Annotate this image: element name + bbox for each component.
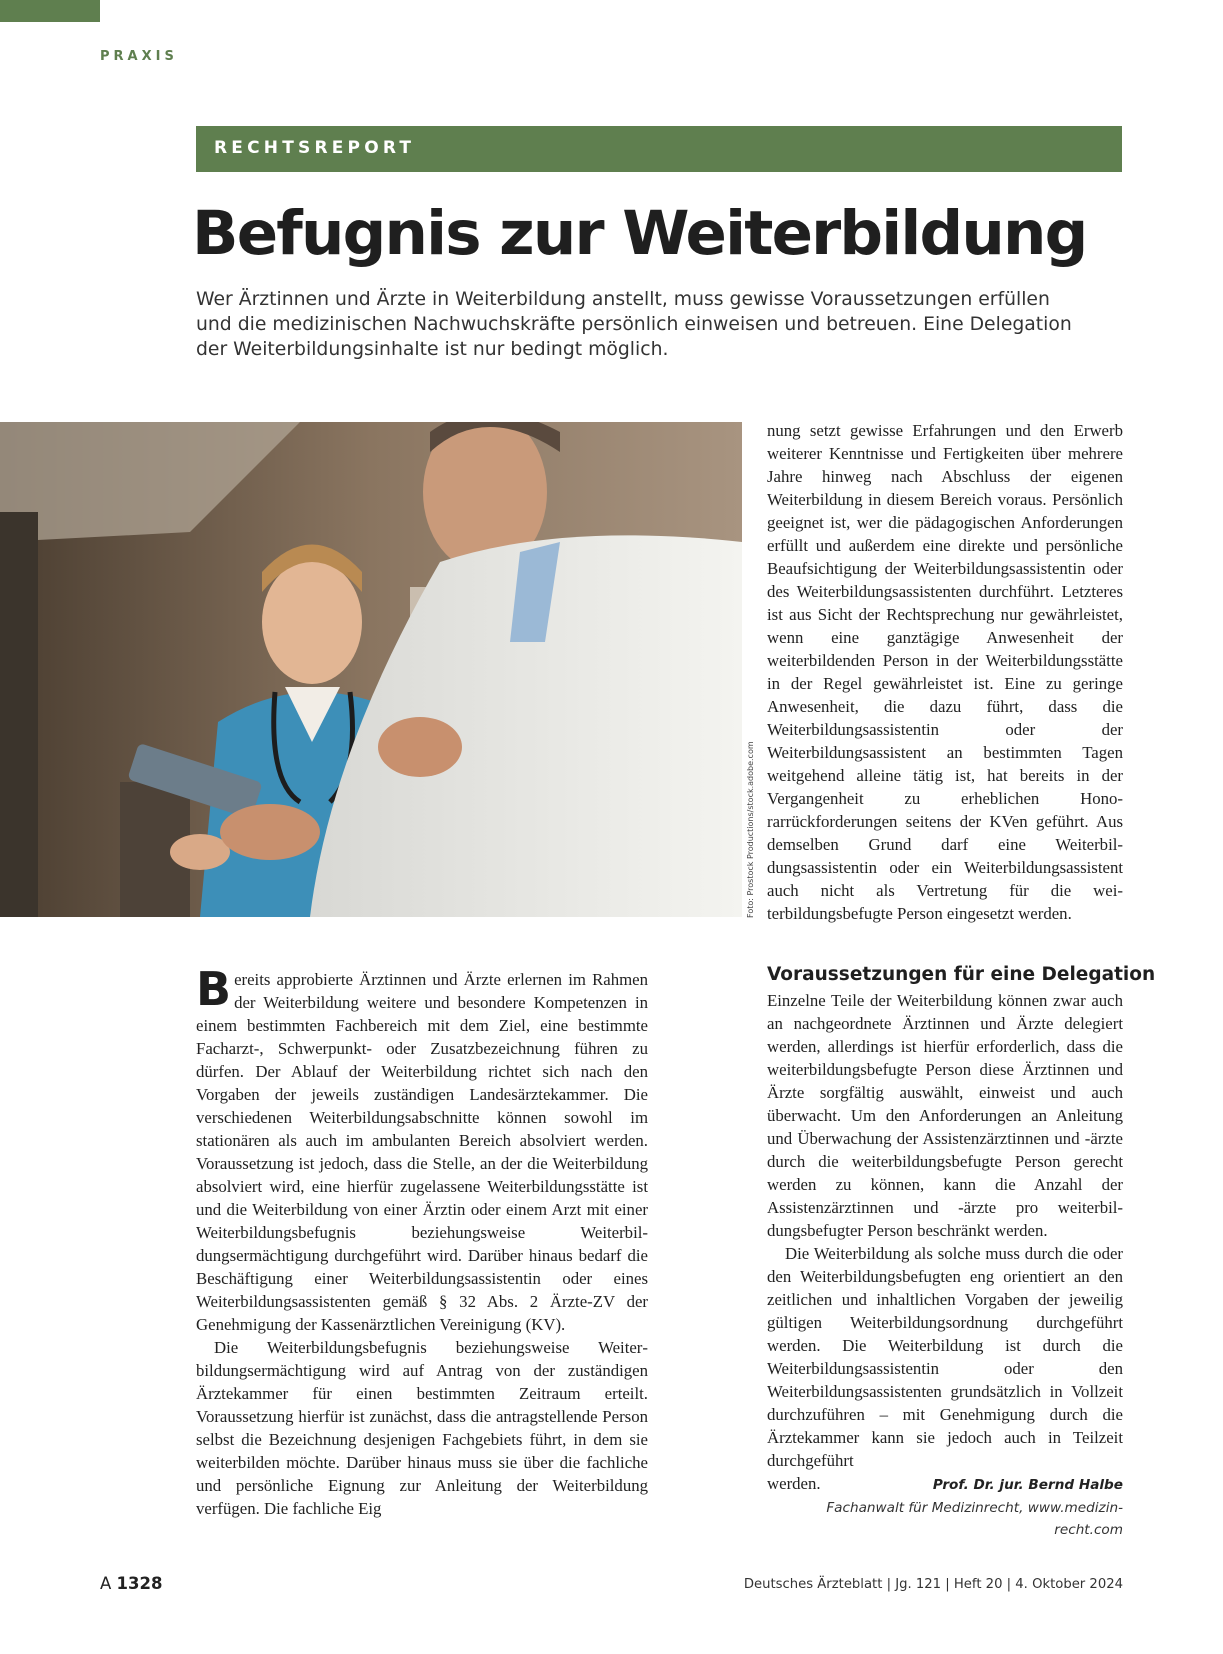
paragraph-1 bbox=[196, 962, 648, 1336]
corner-accent-bar bbox=[0, 0, 100, 22]
photo-credit-text: Foto: Prostock Productions/stock.adobe.com bbox=[746, 741, 755, 918]
page-prefix: A bbox=[100, 1574, 112, 1593]
article-lead: Wer Ärztinnen und Ärzte in Weiterbildung anstellt, muss gewisse Voraussetzungen erfüllen und die medizinischen Nachwuchskräfte persönlich einweisen und betreuen. Eine Delegation der Weiterbildungsinhalte ist nur bedingt möglich. bbox=[196, 289, 1072, 360]
category-label: RECHTSREPORT bbox=[214, 138, 416, 158]
journal-volume: Jg. 121 bbox=[895, 1577, 942, 1592]
page-number-value: 1328 bbox=[116, 1574, 163, 1593]
journal-issue: Heft 20 bbox=[953, 1577, 1003, 1592]
closing-line bbox=[767, 1472, 1123, 1497]
paragraph-2: Die Weiterbildungsbefugnis beziehungsweise Weiterbildungsermächtigung wird auf Antrag von der zuständigen Ärztekammer für einen bestimmten Zeitraum erteilt. Voraussetzung hierfür ist zunächst, dass die antragstellende Person selbst die Bezeichnung desjenigen Fachgebiets führt, in dem sie weiterbilden möchte. Darüber hinaus muss sie über die fachliche und persönliche Eignung zur Anleitung der Weiterbildung verfügen. Die fachliche Eig bbox=[196, 1338, 648, 1518]
journal-date: 4. Oktober 2024 bbox=[1015, 1577, 1123, 1592]
article-column-left bbox=[196, 962, 648, 1520]
article-column-right-bottom bbox=[767, 989, 1123, 1541]
author-affiliation: Fachanwalt für Medizinrecht, www.medizin-recht.com bbox=[826, 1500, 1123, 1538]
article-photo bbox=[0, 422, 742, 917]
article-column-right-top bbox=[767, 419, 1123, 925]
paragraph-3: nung setzt gewisse Erfahrungen und den Erwerb weiterer Kenntnisse und Fertigkeiten über mehrere Jahre hinweg nach Abschluss der eigenen Weiterbildung in diesem Bereich voraus. Persönlich geeignet ist, wer die pädagogischen Anforderungen erfüllt und außerdem eine direkte und persönliche Beaufsichtigung der Weiterbildungsassistentin oder des Weiterbildungsassistenten durchführt. Letzteres ist aus Sicht der Rechtsprechung nur gewährleistet, wenn eine ganztägige Anwesenheit der weiterbildenden Person in der Weiterbildungsstätte in der Regel gewährleistet ist. Eine zu geringe Anwesenheit, die dazu führt, dass die Weiterbildungsassistentin oder der Weiterbildungsassistent an bestimmten Tagen weitgehend alleine tätig ist, hat bereits in der Vergangenheit zu erheblichen Honorarrückforderungen seitens der KVen geführt. Aus demselben Grund darf eine Weiterbildungsassistentin oder ein Weiterbildungsassistent auch nicht als Vertretung für die weiterbildungsbefugte Person eingesetzt werden. bbox=[767, 421, 1123, 923]
dropcap: B bbox=[196, 962, 232, 1016]
category-banner bbox=[196, 126, 1122, 172]
photo-credit bbox=[742, 658, 762, 918]
subheading: Voraussetzungen für eine Delegation bbox=[767, 964, 1156, 985]
journal-footer: Deutsches Ärzteblatt | Jg. 121 | Heft 20 | 4. Oktober 2024 bbox=[743, 1577, 1123, 1592]
paragraph-4: Einzelne Teile der Weiterbildung können zwar auch an nachgeordnete Ärztinnen und Ärzte delegiert werden, allerdings ist hierfür erforderlich, dass die weiterbildungsbefugte Person diese Ärztinnen und Ärzte sorgfältig auswählt, einweist und auch überwacht. Um den Anforderungen an Anleitung und Überwachung der Assistenzärztinnen und -ärzte durch die weiterbildungsbefugte Person gerecht werden zu können, kann die Anzahl der Assistenzärztinnen und -ärzte pro weiterbildungsbefugter Person beschränkt werden. bbox=[767, 991, 1123, 1240]
section-tag: PRAXIS bbox=[100, 49, 178, 64]
paragraph-5: Die Weiterbildung als solche muss durch die oder den Weiterbildungsbefugten eng orientiert an den zeitlichen und inhaltlichen Vorgaben der jeweilig gültigen Weiterbildungsordnung durchgeführt werden. Die Weiterbildung ist durch die Weiterbildungsassistentin oder den Weiterbildungsassistenten grundsätzlich in Vollzeit durchzuführen – mit Genehmigung durch die Ärztekammer kann sie jedoch auch in Teilzeit durchgeführt bbox=[767, 1244, 1123, 1470]
paragraph-5-end: werden. bbox=[767, 1474, 821, 1493]
journal-name: Deutsches Ärzteblatt bbox=[743, 1577, 883, 1592]
page-number bbox=[100, 1574, 162, 1593]
paragraph-1-text: ereits approbierte Ärztinnen und Ärzte erlernen im Rahmen der Weiterbildung weitere und besondere Kompetenzen in einem bestimmten Fachbereich mit dem Ziel, eine bestimmte Facharzt-, Schwerpunkt- oder Zusatzbezeichnung führen zu dürfen. Der Ablauf der Weiterbildung richtet sich nach den Vorgaben der jeweils zuständigen Landesärztekammer. Die verschiedenen Weiterbildungsabschnitte können sowohl im stationären als auch im ambulanten Bereich absolviert werden. Voraussetzung ist jedoch, dass die Stelle, an der die Weiterbildung absolviert wird, eine hierfür zugelassene Weiterbildungsstätte ist und die Weiterbildung von einer Ärztin oder einem Arzt mit einer Weiterbildungsbefugnis beziehungsweise Weiterbildungsermächtigung durchgeführt wird. Darüber hinaus bedarf die Beschäftigung einer Weiterbildungsassistentin oder eines Weiterbildungsassistenten gemäß § 32 Abs. 2 Ärzte-ZV der Genehmigung der Kassenärztlichen Vereinigung (KV). bbox=[196, 970, 648, 1334]
article-title: Befugnis zur Weiterbildung bbox=[192, 198, 1087, 269]
author-name: Prof. Dr. jur. Bernd Halbe bbox=[932, 1477, 1123, 1493]
